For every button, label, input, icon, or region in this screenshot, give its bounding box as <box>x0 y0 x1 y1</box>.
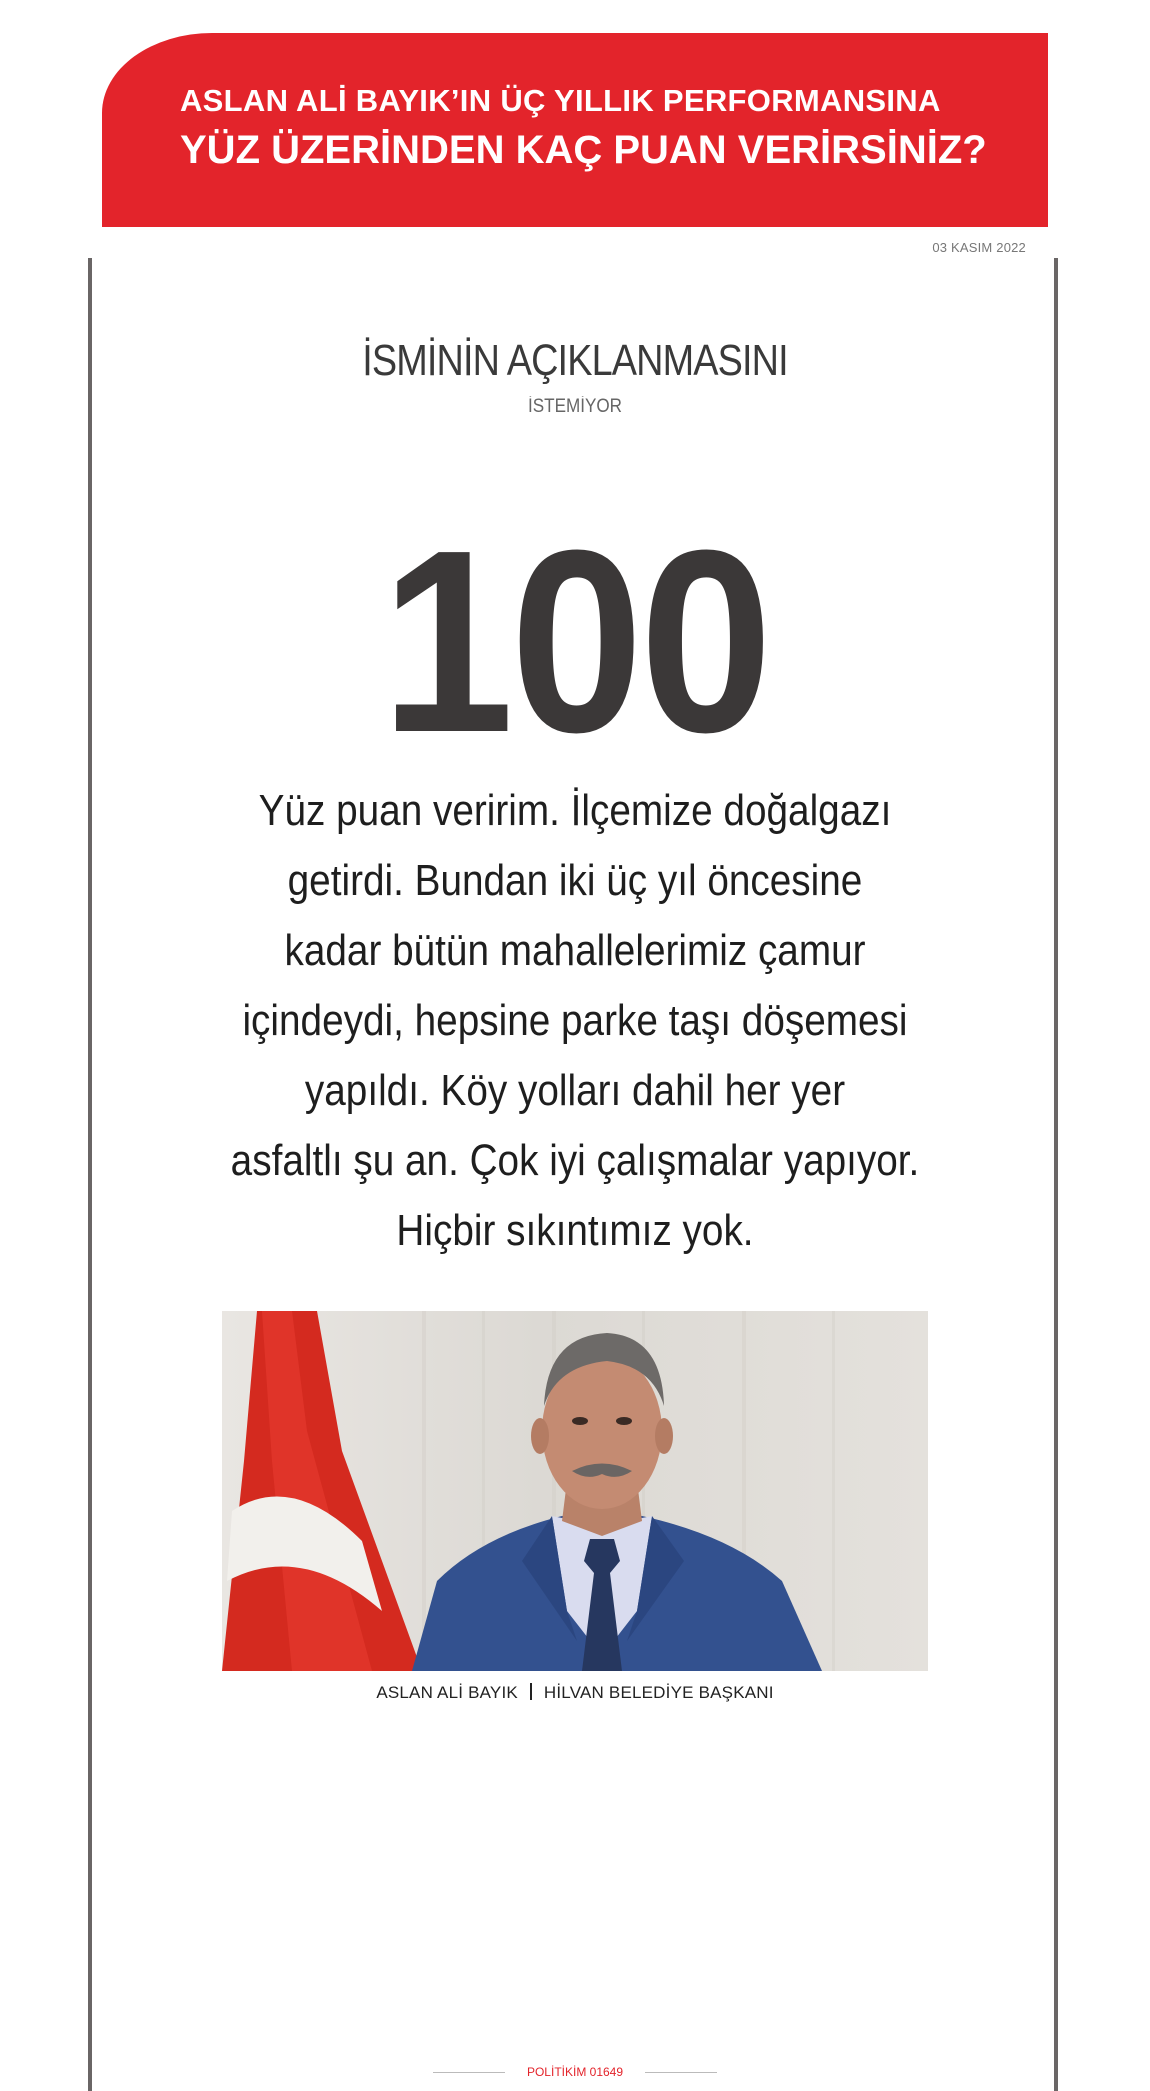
quote-line: asfaltlı şu an. Çok iyi çalışmalar yapıyor. <box>230 1136 920 1185</box>
header-banner <box>102 33 1048 227</box>
quote-line: getirdi. Bundan iki üç yıl öncesine <box>287 856 863 905</box>
caption-name: ASLAN ALİ BAYIK <box>376 1683 518 1702</box>
turkish-flag-icon <box>222 1311 422 1671</box>
respondent-name: İSMİNİN AÇIKLANMASINI <box>362 336 788 385</box>
quote-line: Hiçbir sıkıntımız yok. <box>396 1206 754 1255</box>
footer-rule-left <box>433 2072 505 2073</box>
page-footer <box>0 2065 1150 2079</box>
quote-line: Yüz puan veririm. İlçemize doğalgazı <box>258 786 892 835</box>
quote-line: yapıldı. Köy yolları dahil her yer <box>304 1066 846 1115</box>
publish-date: 03 KASIM 2022 <box>932 240 1026 255</box>
quote-line: içindeydi, hepsine parke taşı döşemesi <box>242 996 908 1045</box>
footer-code: POLİTİKİM 01649 <box>526 2065 624 2079</box>
headline-line-1: ASLAN ALİ BAYIK’IN ÜÇ YILLIK PERFORMANSINA <box>180 83 941 118</box>
headline-line-2: YÜZ ÜZERİNDEN KAÇ PUAN VERİRSİNİZ? <box>180 128 987 172</box>
photo-caption <box>0 1683 1150 1703</box>
caption-separator <box>530 1683 532 1700</box>
quote-line: kadar bütün mahallelerimiz çamur <box>284 926 866 975</box>
mayor-photo <box>222 1311 928 1671</box>
score-value: 100 <box>380 497 770 787</box>
respondent-quote <box>201 776 949 1266</box>
footer-rule-right <box>645 2072 717 2073</box>
caption-title: HİLVAN BELEDİYE BAŞKANI <box>543 1683 774 1702</box>
respondent-subtitle: İSTEMİYOR <box>527 396 623 417</box>
